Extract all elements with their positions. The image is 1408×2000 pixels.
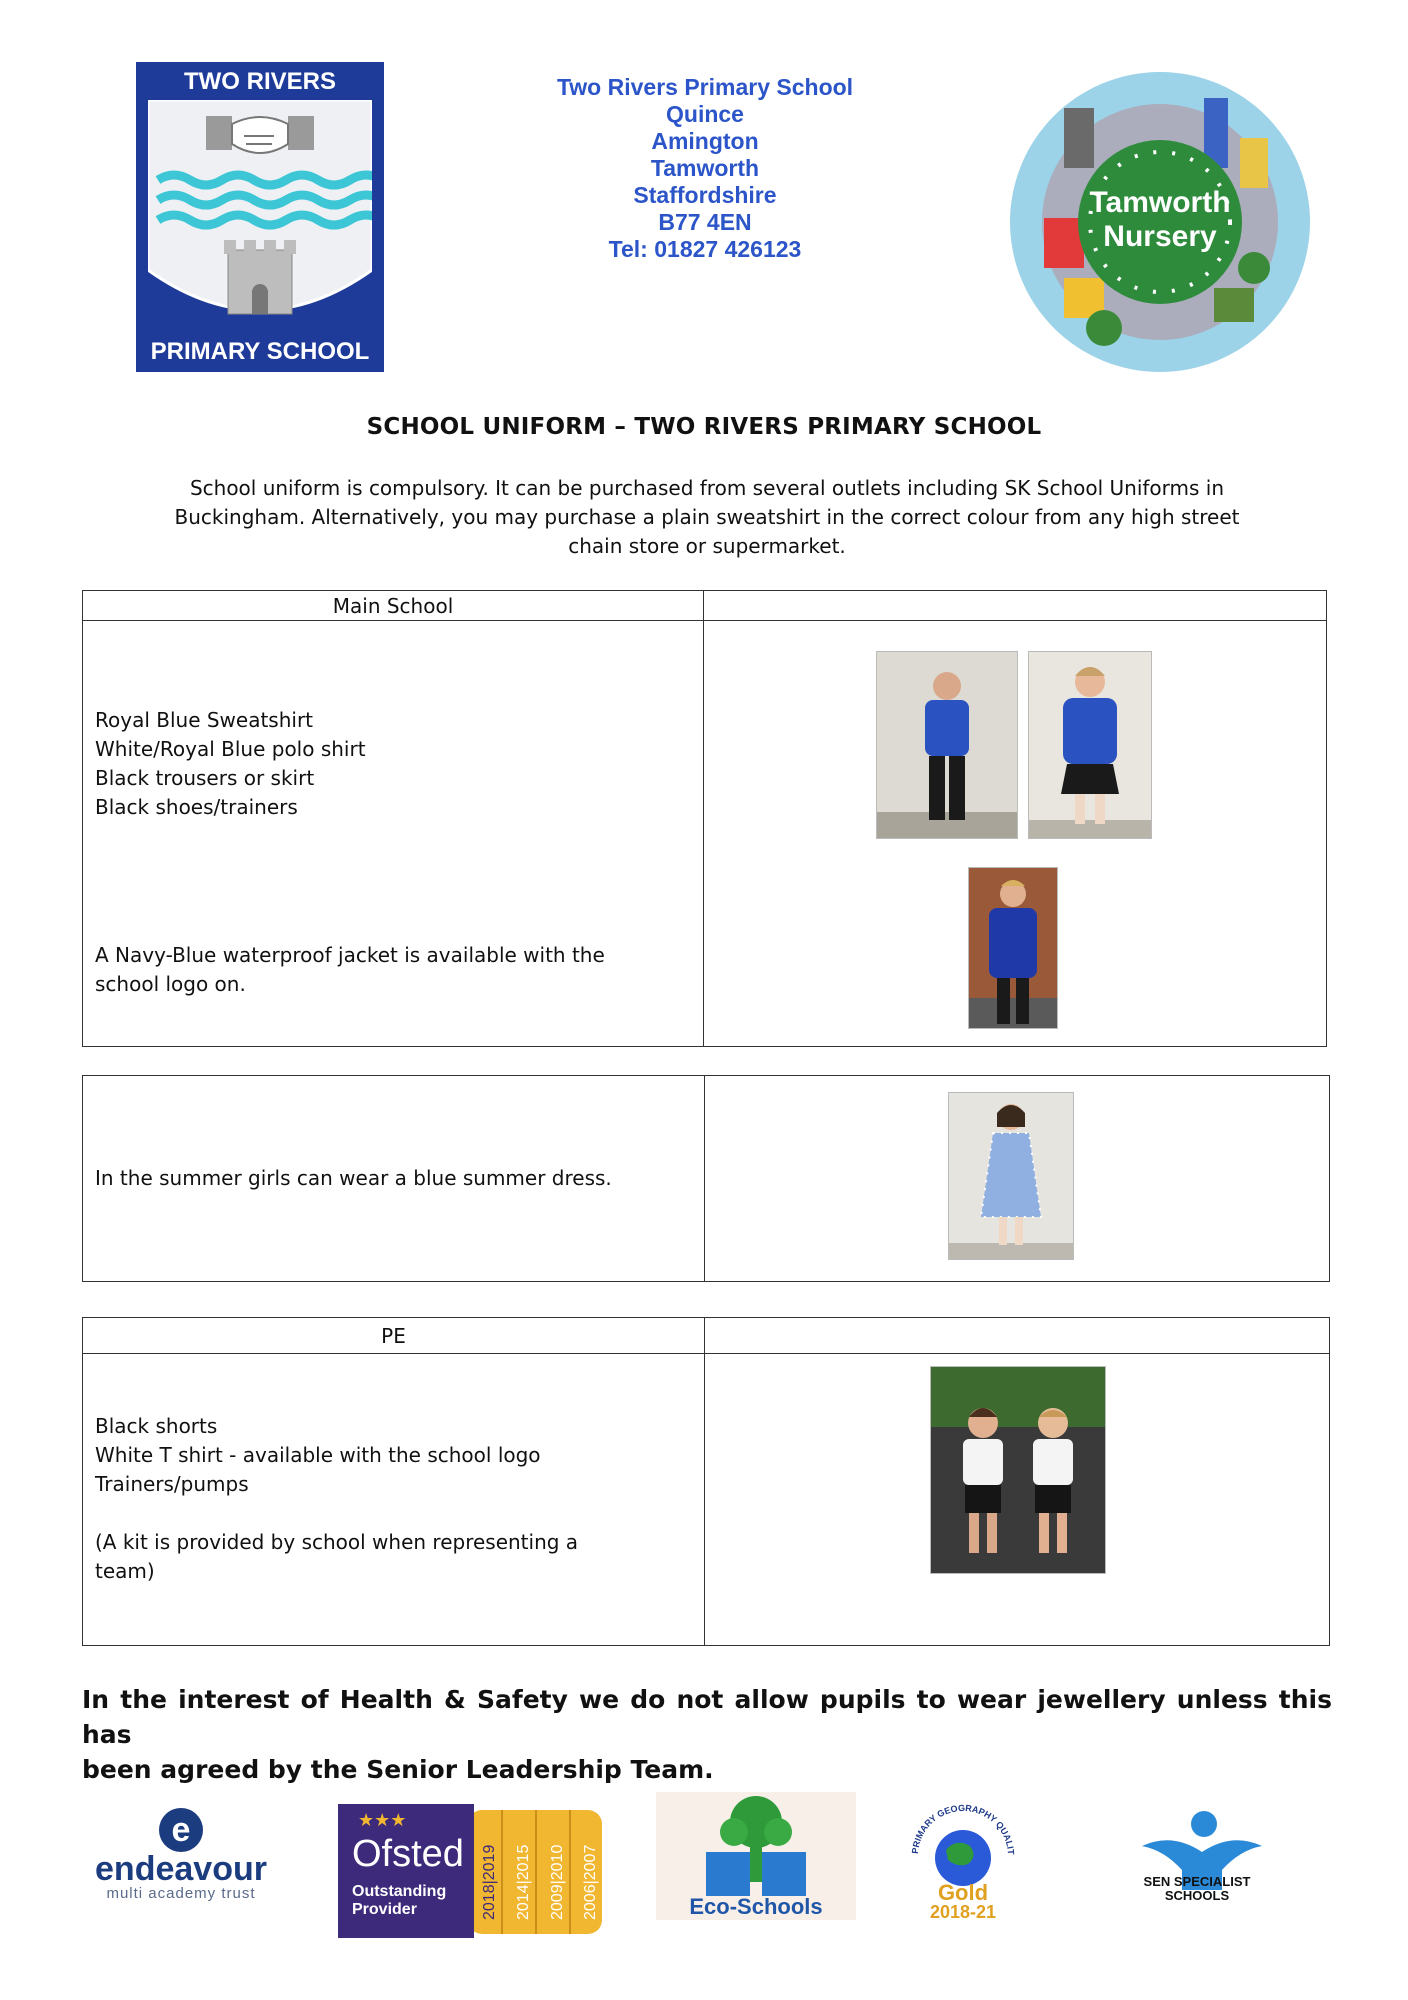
nursery-badge-icon bbox=[1004, 68, 1316, 376]
notice-line: In the interest of Health & Safety we do not allow pupils to wear jewellery unless this has bbox=[82, 1685, 1332, 1749]
geography-years: 2018-21 bbox=[929, 1902, 997, 1920]
sen-figure-icon bbox=[1112, 1806, 1282, 1906]
ofsted-logo bbox=[338, 1804, 608, 1938]
pe-photo-cell bbox=[705, 1354, 1330, 1646]
jacket-line: A Navy-Blue waterproof jacket is available with the bbox=[95, 943, 605, 967]
geography-ring-text: PRIMARY GEOGRAPHY QUALIT bbox=[909, 1802, 1017, 1856]
summer-table bbox=[82, 1075, 1330, 1282]
ofsted-year: 2006|2007 bbox=[582, 1844, 599, 1920]
intro-line: Buckingham. Alternatively, you may purchase a plain sweatshirt in the correct colour from any high street bbox=[174, 505, 1240, 529]
address-line: Quince bbox=[666, 101, 744, 127]
jacket-note bbox=[95, 941, 605, 999]
address-line: Two Rivers Primary School bbox=[556, 74, 854, 100]
address-line: B77 4EN bbox=[658, 209, 752, 235]
svg-text:e: e bbox=[171, 1811, 191, 1849]
header-empty-cell bbox=[704, 591, 1327, 621]
jewellery-notice bbox=[82, 1682, 1332, 1787]
address-phone: Tel: 01827 426123 bbox=[608, 236, 802, 262]
geography-globe-icon bbox=[898, 1800, 1028, 1920]
sen-line1: SEN SPECIALIST bbox=[1143, 1874, 1251, 1889]
endeavour-name: endeavour bbox=[95, 1850, 267, 1888]
crest-shield-icon bbox=[148, 100, 372, 330]
endeavour-e-icon bbox=[86, 1806, 276, 1906]
pe-text-cell bbox=[83, 1354, 705, 1646]
list-item: Black shoes/trainers bbox=[95, 795, 298, 819]
sen-line2: SCHOOLS bbox=[1164, 1888, 1230, 1903]
school-address bbox=[520, 74, 890, 263]
list-item: White/Royal Blue polo shirt bbox=[95, 737, 366, 761]
summer-dress-photo bbox=[948, 1092, 1074, 1260]
intro-line: chain store or supermarket. bbox=[568, 534, 846, 558]
pe-list bbox=[95, 1412, 578, 1586]
summer-text-cell bbox=[83, 1076, 705, 1282]
list-item: Royal Blue Sweatshirt bbox=[95, 708, 314, 732]
main-school-photo-cell bbox=[704, 621, 1327, 1047]
nursery-line1: Tamworth bbox=[1089, 186, 1231, 219]
intro-paragraph bbox=[96, 474, 1318, 561]
pe-table bbox=[82, 1317, 1330, 1646]
ofsted-year: 2009|2010 bbox=[549, 1844, 566, 1920]
geography-award: Gold bbox=[937, 1880, 989, 1905]
address-line: Amington bbox=[651, 128, 759, 154]
pe-note-line: team) bbox=[95, 1559, 155, 1583]
spacer bbox=[95, 1499, 578, 1528]
summer-photo-cell bbox=[705, 1076, 1330, 1282]
page-title: SCHOOL UNIFORM – TWO RIVERS PRIMARY SCHOOL bbox=[366, 414, 1042, 440]
intro-line: School uniform is compulsory. It can be purchased from several outlets including SK School Uniforms in bbox=[189, 476, 1225, 500]
jacket-photo bbox=[968, 867, 1058, 1029]
main-school-heading: Main School bbox=[83, 591, 704, 621]
pe-note-line: (A kit is provided by school when representing a bbox=[95, 1530, 579, 1554]
nursery-line2: Nursery bbox=[1103, 220, 1217, 253]
notice-line: been agreed by the Senior Leadership Team. bbox=[82, 1755, 714, 1784]
ofsted-line2: Provider bbox=[352, 1901, 417, 1918]
ofsted-line1: Outstanding bbox=[352, 1883, 447, 1900]
girl-uniform-photo bbox=[1028, 651, 1152, 839]
pe-kit-photo bbox=[930, 1366, 1106, 1574]
eco-tree-icon bbox=[656, 1792, 856, 1920]
pe-heading: PE bbox=[83, 1318, 705, 1354]
eco-schools-logo bbox=[656, 1792, 856, 1920]
endeavour-sub: multi academy trust bbox=[106, 1885, 256, 1902]
crest-top-text: TWO RIVERS bbox=[183, 68, 336, 95]
ofsted-name: Ofsted bbox=[352, 1833, 464, 1875]
main-school-table bbox=[82, 590, 1327, 1047]
jacket-line: school logo on. bbox=[95, 972, 246, 996]
address-line: Staffordshire bbox=[633, 182, 777, 208]
list-item: Black trousers or skirt bbox=[95, 766, 315, 790]
list-item: White T shirt - available with the school logo bbox=[95, 1443, 541, 1467]
svg-text:★★★: ★★★ bbox=[358, 1810, 407, 1831]
header-empty-cell bbox=[705, 1318, 1330, 1354]
school-crest bbox=[136, 62, 384, 372]
list-item: Black shorts bbox=[95, 1414, 218, 1438]
crest-bottom-text: PRIMARY SCHOOL bbox=[150, 338, 370, 365]
ofsted-year: 2018|2019 bbox=[481, 1844, 498, 1920]
ofsted-year: 2014|2015 bbox=[515, 1844, 532, 1920]
ofsted-badge-icon bbox=[338, 1804, 608, 1938]
geography-quality-mark-logo bbox=[898, 1800, 1028, 1920]
eco-name: Eco-Schools bbox=[689, 1894, 823, 1919]
address-line: Tamworth bbox=[650, 155, 760, 181]
boy-uniform-photo bbox=[876, 651, 1018, 839]
main-school-text-cell bbox=[83, 621, 704, 1047]
summer-dress-text: In the summer girls can wear a blue summer dress. bbox=[95, 1166, 612, 1190]
endeavour-logo bbox=[86, 1806, 276, 1906]
list-item: Trainers/pumps bbox=[95, 1472, 249, 1496]
sen-specialist-logo bbox=[1112, 1806, 1282, 1906]
main-school-list bbox=[95, 706, 366, 822]
nursery-logo bbox=[1004, 68, 1316, 376]
